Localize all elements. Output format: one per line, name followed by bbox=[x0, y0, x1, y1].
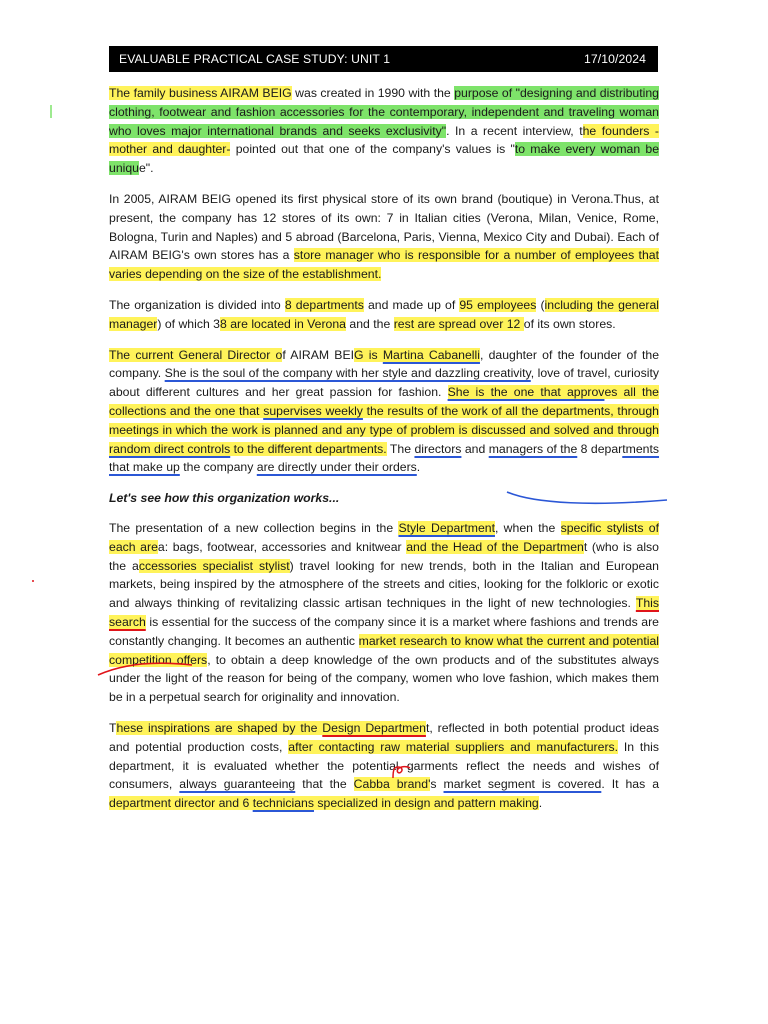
highlight: 8 departments bbox=[284, 297, 364, 312]
underlined-text: market segment is covered bbox=[443, 777, 602, 792]
highlight: hese inspirations are shaped by the bbox=[116, 720, 323, 735]
highlight-underlined: She is the one that approv bbox=[447, 385, 605, 400]
highlight: 95 employees bbox=[459, 297, 537, 312]
highlight: G is bbox=[354, 347, 383, 362]
pen-stroke-left-margin bbox=[48, 104, 54, 120]
text-run: and made up of bbox=[363, 297, 460, 312]
subheading: Let's see how this organization works... bbox=[109, 491, 340, 506]
paragraph-4 bbox=[109, 346, 659, 478]
text-run: ) of which 3 bbox=[157, 316, 220, 331]
highlight-green: purpose of "designing and distributing clothing, footwear and fashion accessories for the contemporary, independent and traveling woman who loves major international brands and seeks exclusivity" bbox=[109, 86, 659, 138]
pen-dot-left-margin bbox=[30, 578, 36, 584]
underlined-text: directors bbox=[414, 441, 462, 456]
text-run: , love of travel, curiosity about different cultures and her great passion for fashion. bbox=[109, 366, 660, 400]
text-run: ) travel looking for new trends, both in the Italian and European markets, being inspired by the atmosphere of the streets and cities, looking for the folkloric or exotic and always thinking of revitalizing classic artisan techniques in the light of new technologies. bbox=[109, 558, 659, 611]
highlight: ccessories specialist stylist bbox=[138, 558, 290, 573]
highlight-underlined: technicians bbox=[252, 796, 314, 811]
highlight-green: to make every woman be uniqu bbox=[109, 142, 660, 176]
highlight: department director and 6 bbox=[109, 796, 253, 811]
underlined-text: are directly under their orders bbox=[256, 460, 417, 475]
text-run: and the bbox=[346, 316, 394, 331]
highlight: after contacting raw material suppliers and manufacturers. bbox=[288, 739, 619, 754]
paragraph-3 bbox=[109, 296, 659, 334]
text-run: that the bbox=[295, 777, 354, 792]
underlined-text: She is the soul of the company with her style and dazzling creativity bbox=[164, 366, 531, 381]
pen-curve-red bbox=[96, 655, 196, 681]
text-run: is essential for the success of the company since it is a market where fashions and trends are constantly changing. It becomes an authentic bbox=[109, 614, 659, 648]
paragraph-2 bbox=[109, 190, 659, 284]
text-run: , when the bbox=[494, 520, 561, 535]
pen-curve-blue bbox=[505, 488, 670, 510]
text-run: T bbox=[109, 720, 117, 735]
highlight-underlined: Martina Cabanelli bbox=[382, 347, 480, 362]
text-run: . bbox=[416, 460, 421, 475]
highlight: The current General Director o bbox=[109, 347, 283, 362]
text-run: s bbox=[430, 777, 444, 792]
highlight: specialized in design and pattern making bbox=[313, 796, 539, 811]
highlight: the results of the work of all the departments, through meetings in which the work is planned and any type of problem is discussed and solved and through bbox=[109, 403, 659, 437]
highlight: specific stylists of each are bbox=[109, 520, 659, 554]
text-run: a: bags, footwear, accessories and knitwear bbox=[157, 539, 407, 554]
highlight: Cabba brand' bbox=[353, 777, 431, 792]
highlight: including the general manager bbox=[109, 297, 660, 331]
text-run: ( bbox=[536, 297, 545, 312]
text-run: e". bbox=[138, 161, 154, 176]
page-header bbox=[109, 46, 658, 72]
text-run: In 2005, AIRAM BEIG opened its first physical store of its own brand (boutique) in Verona.Thus, at present, the company has 12 stores of its own: 7 in Italian cities (Verona, Milan, Venice, Rome, Bologna, Turin and Naples) and 5 abroad (Barcelona, Paris, Vienna, Mexico City and Dubai). Each of AIRAM BEIG's own stores has a bbox=[109, 191, 659, 263]
text-run: and bbox=[461, 441, 489, 456]
text-run: . In a recent interview, t bbox=[446, 123, 583, 138]
text-run: was created in 1990 with the bbox=[291, 86, 455, 100]
text-run: . It has a bbox=[601, 777, 660, 792]
underlined-text: managers of the bbox=[488, 441, 578, 456]
highlight: to the different departments. bbox=[230, 441, 387, 456]
highlight: 8 are located in Verona bbox=[220, 316, 346, 331]
paragraph-1 bbox=[109, 84, 659, 178]
highlight: and the Head of the Departmen bbox=[406, 539, 584, 554]
text-run: t (who is also the a bbox=[109, 539, 659, 573]
highlight-underlined: supervises weekly bbox=[263, 403, 363, 418]
pen-scribble-red bbox=[390, 764, 414, 780]
underlined-text: always guaranteeing bbox=[179, 777, 296, 792]
text-run: , to obtain a deep knowledge of the own products and of the substitutes always under the light of the reason for being of the company, women who love fashion, which makes them be in a perpetual search for originality and innovation. bbox=[109, 652, 659, 705]
text-run: of its own stores. bbox=[523, 316, 616, 331]
text-run: f AIRAM BEI bbox=[282, 347, 355, 362]
highlight: he founders -mother and daughter- bbox=[109, 123, 660, 157]
paragraph-7 bbox=[109, 719, 659, 813]
header-date: 17/10/2024 bbox=[584, 52, 646, 66]
text-run: . bbox=[538, 796, 543, 811]
highlight-underlined: random direct controls bbox=[109, 441, 231, 456]
highlight-underlined: Style Department bbox=[398, 520, 495, 535]
text-run: The presentation of a new collection begins in the bbox=[109, 520, 399, 535]
text-run: The bbox=[386, 441, 415, 456]
text-run: , daughter of the founder of the company. bbox=[109, 347, 660, 381]
highlight: market research to know what the current and potential competition offers bbox=[109, 633, 659, 667]
text-run: pointed out that one of the company's values is " bbox=[230, 142, 515, 157]
highlight-underlined-red: Design Departmen bbox=[322, 720, 426, 735]
text-run: In this department, it is evaluated whether the potential garments reflect the needs and wishes of consumers, bbox=[109, 739, 659, 792]
highlight-underlined-red: This search bbox=[109, 596, 659, 629]
header-title: EVALUABLE PRACTICAL CASE STUDY: UNIT 1 bbox=[119, 52, 391, 66]
text-run: 8 depar bbox=[577, 441, 623, 456]
document-body bbox=[109, 84, 659, 825]
text-run: t, reflected in both potential product ideas and potential production costs, bbox=[109, 720, 659, 754]
underlined-text: tments that make up bbox=[109, 441, 660, 475]
text-run: the company bbox=[179, 460, 257, 475]
highlight: es all the collections and the one that bbox=[109, 385, 659, 418]
text-run: The organization is divided into bbox=[109, 297, 285, 312]
highlight: store manager who is responsible for a number of employees that varies depending on the size of the establishment. bbox=[109, 248, 659, 282]
highlight: The family business AIRAM BEIG bbox=[109, 86, 292, 100]
highlight: rest are spread over 12 bbox=[393, 316, 524, 331]
